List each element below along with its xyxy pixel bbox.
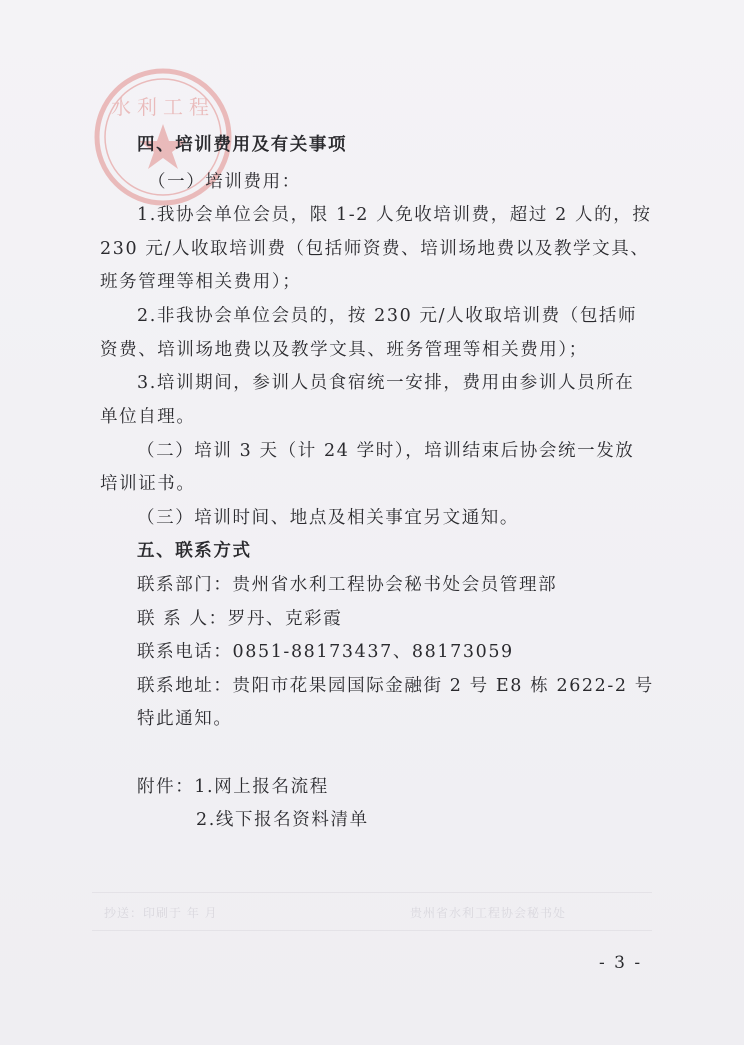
- closing-note: 特此通知。: [137, 709, 233, 729]
- schedule-note: （三）培训时间、地点及相关事宜另文通知。: [137, 508, 519, 528]
- footer-rule-top: [92, 892, 652, 893]
- attachments-item-2: 2.线下报名资料清单: [196, 810, 369, 830]
- fees-item-3-line-2: 单位自理。: [100, 407, 196, 427]
- fees-item-1-line-2: 230 元/人收取培训费（包括师资费、培训场地费以及教学文具、: [100, 239, 650, 259]
- footer-faint-left: 抄送：印刷于 年 月: [104, 906, 218, 920]
- fees-item-2-line-2: 资费、培训场地费以及教学文具、班务管理等相关费用）；: [100, 340, 588, 360]
- section-4-heading: 四、培训费用及有关事项: [137, 135, 348, 155]
- contact-person: 联 系 人：罗丹、克彩霞: [137, 609, 343, 629]
- fees-item-3-line-1: 3.培训期间，参训人员食宿统一安排，费用由参训人员所在: [137, 373, 635, 393]
- contact-phone: 联系电话：0851-88173437、88173059: [137, 642, 514, 662]
- duration-line-2: 培训证书。: [100, 474, 196, 494]
- fees-item-2-line-1: 2.非我协会单位会员的，按 230 元/人收取培训费（包括师: [137, 306, 638, 326]
- footer-faint-right: 贵州省水利工程协会秘书处: [410, 906, 567, 920]
- section-5-heading: 五、联系方式: [137, 541, 252, 561]
- fees-item-1-line-3: 班务管理等相关费用）；: [100, 272, 302, 292]
- fees-item-1-line-1: 1.我协会单位会员，限 1-2 人免收培训费，超过 2 人的，按: [137, 205, 652, 225]
- contact-department: 联系部门：贵州省水利工程协会秘书处会员管理部: [137, 575, 558, 595]
- footer-rule-bottom: [92, 930, 652, 931]
- svg-text:水利工程: 水利工程: [111, 95, 215, 119]
- attachments-item-1: 附件：1.网上报名流程: [137, 777, 329, 797]
- duration-line-1: （二）培训 3 天（计 24 学时），培训结束后协会统一发放: [137, 441, 635, 461]
- page-number: - 3 -: [599, 953, 643, 973]
- contact-address: 联系地址：贵阳市花果园国际金融街 2 号 E8 栋 2622-2 号: [137, 676, 654, 696]
- fees-subheading: （一）培训费用：: [148, 172, 301, 192]
